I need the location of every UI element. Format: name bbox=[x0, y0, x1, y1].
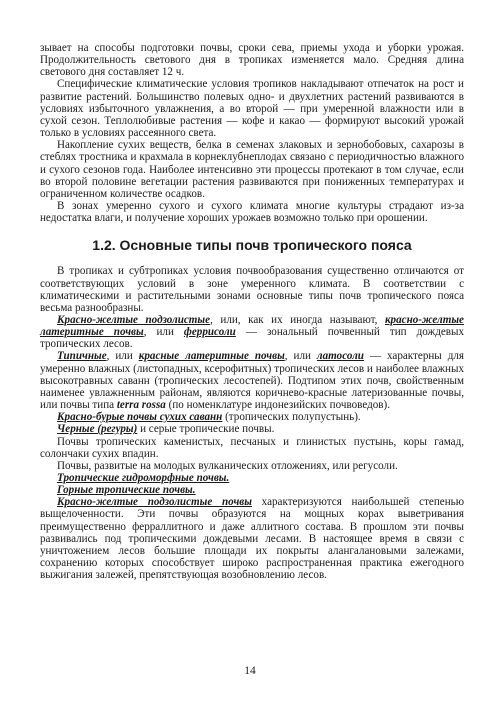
text-run: и серые тропические почвы. bbox=[137, 423, 275, 436]
document-page bbox=[40, 42, 464, 581]
text-run: — характерны для умеренно влажных (листопадных, ксерофитных) тропических лесов и наиболее влажных высокотравных саванн (тропических лесостепей). Подтипом этих почв, свойственным наименее увлажненным районам, являются коричнево-красные латеризованные почвы, или почвы типа bbox=[40, 350, 465, 412]
paragraph-red-brown-soils bbox=[40, 411, 464, 423]
text-run: , или, как их иногда называют, bbox=[210, 313, 385, 326]
text-run: — зональный почвенный тип дождевых тропических лесов. bbox=[40, 326, 465, 351]
paragraph-intro-2: Специфические климатические условия тропиков накладывают отпечаток на рост и развитие растений. Большинство полевых одно- и двухлетних растений развиваются в условиях избыточного увлажнения, а во второй — при умеренной влажности или в сухой сезон. Теплолюбивые растения — кофе и какао — формируют высокий урожай только в условиях рассеянного света. bbox=[40, 78, 464, 140]
paragraph-intro-4: В зонах умеренно сухого и сухого климата многие культуры страдают из-за недостатка влаги, и получение хороших урожаев возможно только при орошении. bbox=[40, 200, 464, 225]
section-heading: 1.2. Основные типы почв тропического пояса bbox=[92, 237, 412, 254]
term-ferrisols: феррисоли bbox=[183, 326, 236, 339]
text-run: (тропических полупустынь). bbox=[222, 411, 361, 424]
text-run: , или bbox=[284, 350, 317, 363]
paragraph-podzolic-detail bbox=[40, 496, 464, 581]
term-red-yellow-podzolic: Красно-желтые подзолистые bbox=[57, 313, 211, 326]
paragraph-red-yellow-podzolic bbox=[40, 314, 464, 350]
paragraph-hydromorphic bbox=[40, 472, 464, 484]
term-red-yellow-lateritic: красно-желтые латеритные почвы bbox=[40, 313, 464, 339]
term-terra-rossa: terra rossa bbox=[116, 399, 166, 412]
paragraph-black-soils bbox=[40, 423, 464, 435]
paragraph-intro-1: зывает на способы подготовки почвы, сроки сева, приемы ухода и уборки урожая. Продолжительность светового дня в тропиках изменяется мало. Средняя длина светового дня составляет 12 ч. bbox=[40, 42, 464, 79]
term-black-regur: Черные (регуры) bbox=[57, 423, 138, 436]
page-number: 14 bbox=[244, 665, 256, 677]
term-latosols: латосоли bbox=[316, 350, 364, 363]
paragraph-typical-soils bbox=[40, 350, 464, 411]
paragraph-section-1: В тропиках и субтропиках условия почвообразования существенно отличаются от соответствующих условий в зоне умеренного климата. В соответствии с климатическими и растительными зонами основные типы почв тропического пояса весьма разнообразны. bbox=[40, 265, 464, 314]
paragraph-mountain bbox=[40, 484, 464, 496]
term-mountain: Горные тропические почвы. bbox=[57, 484, 196, 497]
text-run: , или bbox=[106, 350, 139, 363]
term-typical: Типичные bbox=[57, 350, 107, 363]
text-run: (по номенклатуре индонезийских почвоведов). bbox=[165, 399, 391, 412]
term-hydromorphic: Тропические гидроморфные почвы. bbox=[57, 472, 230, 484]
text-run: характеризуются наибольшей степенью выщелоченности. Эти почвы образуются на мощных корах выветривания преимущественно ферраллитного и даже аллитного состава. В прошлом эти почвы развивались под тропическими дождевыми лесами. В настоящее время в связи с уничтожением лесов большие площади их покрыты алангалановыми залежами, сохранению которых способствует широко распространенная практика ежегодного выжигания залежей, препятствующая возобновлению лесов. bbox=[40, 496, 464, 582]
paragraph-volcanic-soils: Почвы, развитые на молодых вулканических отложениях, или регусоли. bbox=[57, 459, 398, 472]
term-red-lateritic: красные латеритные почвы bbox=[138, 350, 285, 363]
term-red-brown-savanna: Красно-бурые почвы сухих саванн bbox=[57, 411, 223, 424]
paragraph-intro-3: Накопление сухих веществ, белка в семенах злаковых и зернобобовых, сахарозы в стеблях тростника и крахмала в корнеклубнеплодах связано с периодичностью влажного и сухого сезонов года. Наиболее интенсивно эти процессы протекают в том случае, если во второй половине вегетации растения развиваются при пониженных температурах и ограниченном количестве осадков. bbox=[40, 139, 464, 200]
term-red-yellow-podzolic-soils: Красно-желтые подзолистые почвы bbox=[57, 496, 252, 509]
text-run: , или bbox=[143, 326, 184, 339]
paragraph-desert-soils: Почвы тропических каменистых, песчаных и глинистых пустынь, коры гамад, солончаки сухих впадин. bbox=[40, 435, 464, 460]
